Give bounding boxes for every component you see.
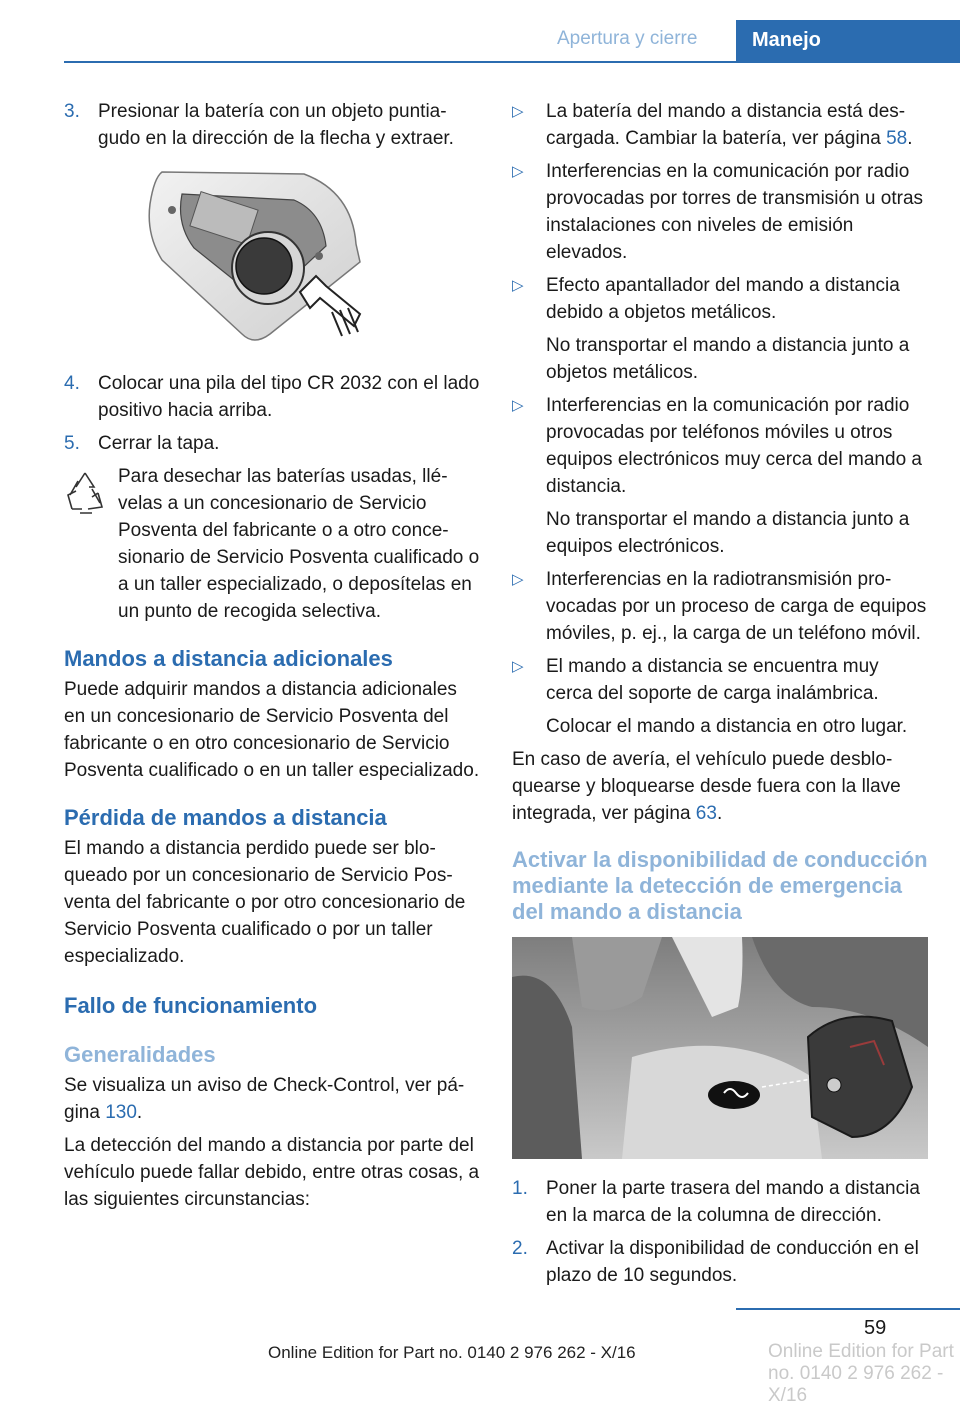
step-4 bbox=[64, 370, 480, 424]
step-number: 3. bbox=[64, 101, 80, 122]
step-number: 1. bbox=[512, 1178, 528, 1199]
paragraph-detection-failure: La detección del mando a distancia por parte del vehículo puede fallar debido, entre otras cosas, a las siguientes circunstancias: bbox=[64, 1135, 480, 1210]
step-2 bbox=[512, 1235, 928, 1289]
text: La batería del mando a distancia está descargada. Cambiar la batería, ver página bbox=[546, 101, 906, 149]
text: El mando a distancia se encuentra muy cerca del soporte de carga inalámbrica. bbox=[546, 656, 879, 704]
text: . bbox=[716, 803, 723, 824]
note-electronic-devices: No transportar el mando a distancia junto a equipos electrónicos. bbox=[546, 509, 910, 557]
footer-rule bbox=[736, 1308, 960, 1310]
bullet-triangle-icon: ▷ bbox=[512, 163, 524, 180]
bullet-metal-shielding bbox=[512, 272, 928, 326]
header-rule bbox=[64, 61, 960, 63]
text: En caso de avería, el vehículo puede desbloquearse y bloquearse desde fuera con la llave integrada, ver página bbox=[512, 749, 901, 824]
recycling-note bbox=[64, 463, 480, 625]
recycle-icon bbox=[64, 467, 106, 519]
right-column bbox=[512, 98, 928, 1295]
heading-additional-remotes: Mandos a distancia adicionales bbox=[64, 646, 393, 671]
text: Se visualiza un aviso de Check-Control, ver página bbox=[64, 1075, 465, 1123]
step-number: 4. bbox=[64, 373, 80, 394]
bullet-triangle-icon: ▷ bbox=[512, 571, 524, 588]
heading-lost-remotes: Pérdida de mandos a distancia bbox=[64, 805, 387, 830]
heading-malfunction: Fallo de funcionamiento bbox=[64, 993, 318, 1018]
steering-column-illustration bbox=[512, 937, 928, 1159]
bullet-battery-discharged bbox=[512, 98, 928, 152]
step-number: 5. bbox=[64, 433, 80, 454]
page-link-130[interactable]: 130 bbox=[105, 1102, 137, 1123]
text: Interferencias en la radiotransmisión provocadas por un proceso de carga de equipos móviles, p. ej., la carga de un teléfono móvil. bbox=[546, 569, 927, 644]
paragraph-check-control bbox=[64, 1072, 480, 1126]
header-section-title: Apertura y cierre bbox=[557, 28, 698, 49]
page-link-63[interactable]: 63 bbox=[695, 803, 717, 824]
text: Interferencias en la comunicación por radio provocadas por teléfonos móviles u otros equipos electrónicos muy cerca del mando a distancia. bbox=[546, 395, 922, 497]
note-other-place: Colocar el mando a distancia en otro lugar. bbox=[546, 716, 908, 737]
text: . bbox=[136, 1102, 143, 1123]
page-link-58[interactable]: 58 bbox=[886, 128, 908, 149]
step-text: Poner la parte trasera del mando a distancia en la marca de la columna de dirección. bbox=[546, 1178, 920, 1226]
watermark: Online Edition for Part no. 0140 2 976 262 - X/16 bbox=[768, 1341, 954, 1406]
note-metal-objects: No transportar el mando a distancia junto a objetos metálicos. bbox=[546, 335, 910, 383]
bullet-wireless-charger bbox=[512, 653, 928, 707]
bullet-triangle-icon: ▷ bbox=[512, 658, 524, 675]
heading-general: Generalidades bbox=[64, 1042, 216, 1067]
step-text: Activar la disponibilidad de conducción en el plazo de 10 segundos. bbox=[546, 1238, 919, 1286]
page-header bbox=[0, 0, 960, 64]
bullet-charging bbox=[512, 566, 928, 647]
recycling-text: Para desechar las baterías usadas, llévelas a un concesionario de Servicio Posventa del fabricante o a otro concesionario de Servicio Posventa cualificado o a un taller especializado, o deposítelas en un punto de recogida selectiva. bbox=[118, 466, 480, 622]
key-battery-illustration bbox=[64, 164, 480, 354]
left-column bbox=[64, 98, 480, 1219]
steering-column-figure bbox=[512, 937, 928, 1159]
paragraph-additional-remotes: Puede adquirir mandos a distancia adicionales en un concesionario de Servicio Posventa del fabricante o en otro concesionario de Servicio Posventa cualificado o en un taller especializado. bbox=[64, 679, 480, 781]
page-number: 59 bbox=[864, 1317, 887, 1339]
text: Interferencias en la comunicación por radio provocadas por torres de transmisión u otras instalaciones con niveles de emisión elevados. bbox=[546, 161, 924, 263]
paragraph-integrated-key bbox=[512, 746, 928, 827]
header-chapter-tab: Manejo bbox=[736, 20, 960, 62]
step-5 bbox=[64, 430, 480, 457]
bullet-radio-towers bbox=[512, 158, 928, 266]
edition-footer: Online Edition for Part no. 0140 2 976 262 - X/16 bbox=[268, 1343, 636, 1362]
step-1 bbox=[512, 1175, 928, 1229]
paragraph-lost-remotes: El mando a distancia perdido puede ser bloqueado por un concesionario de Servicio Posventa del fabricante o por otro concesionario de Servicio Posventa cualificado o por un taller especializado. bbox=[64, 838, 466, 967]
bullet-triangle-icon: ▷ bbox=[512, 277, 524, 294]
key-battery-figure bbox=[64, 164, 480, 354]
step-text: Colocar una pila del tipo CR 2032 con el lado positivo hacia arriba. bbox=[98, 373, 480, 421]
text: Efecto apantallador del mando a distancia debido a objetos metálicos. bbox=[546, 275, 900, 323]
heading-emergency-detection: Activar la disponibilidad de conducción mediante la detección de emergencia del mando a distancia bbox=[512, 847, 928, 924]
bullet-triangle-icon: ▷ bbox=[512, 103, 524, 120]
bullet-triangle-icon: ▷ bbox=[512, 397, 524, 414]
bullet-phones bbox=[512, 392, 928, 500]
step-number: 2. bbox=[512, 1238, 528, 1259]
step-text: Presionar la batería con un objeto puntiagudo en la dirección de la flecha y extraer. bbox=[98, 101, 454, 149]
text: . bbox=[907, 128, 913, 149]
step-3 bbox=[64, 98, 480, 152]
step-text: Cerrar la tapa. bbox=[98, 433, 220, 454]
